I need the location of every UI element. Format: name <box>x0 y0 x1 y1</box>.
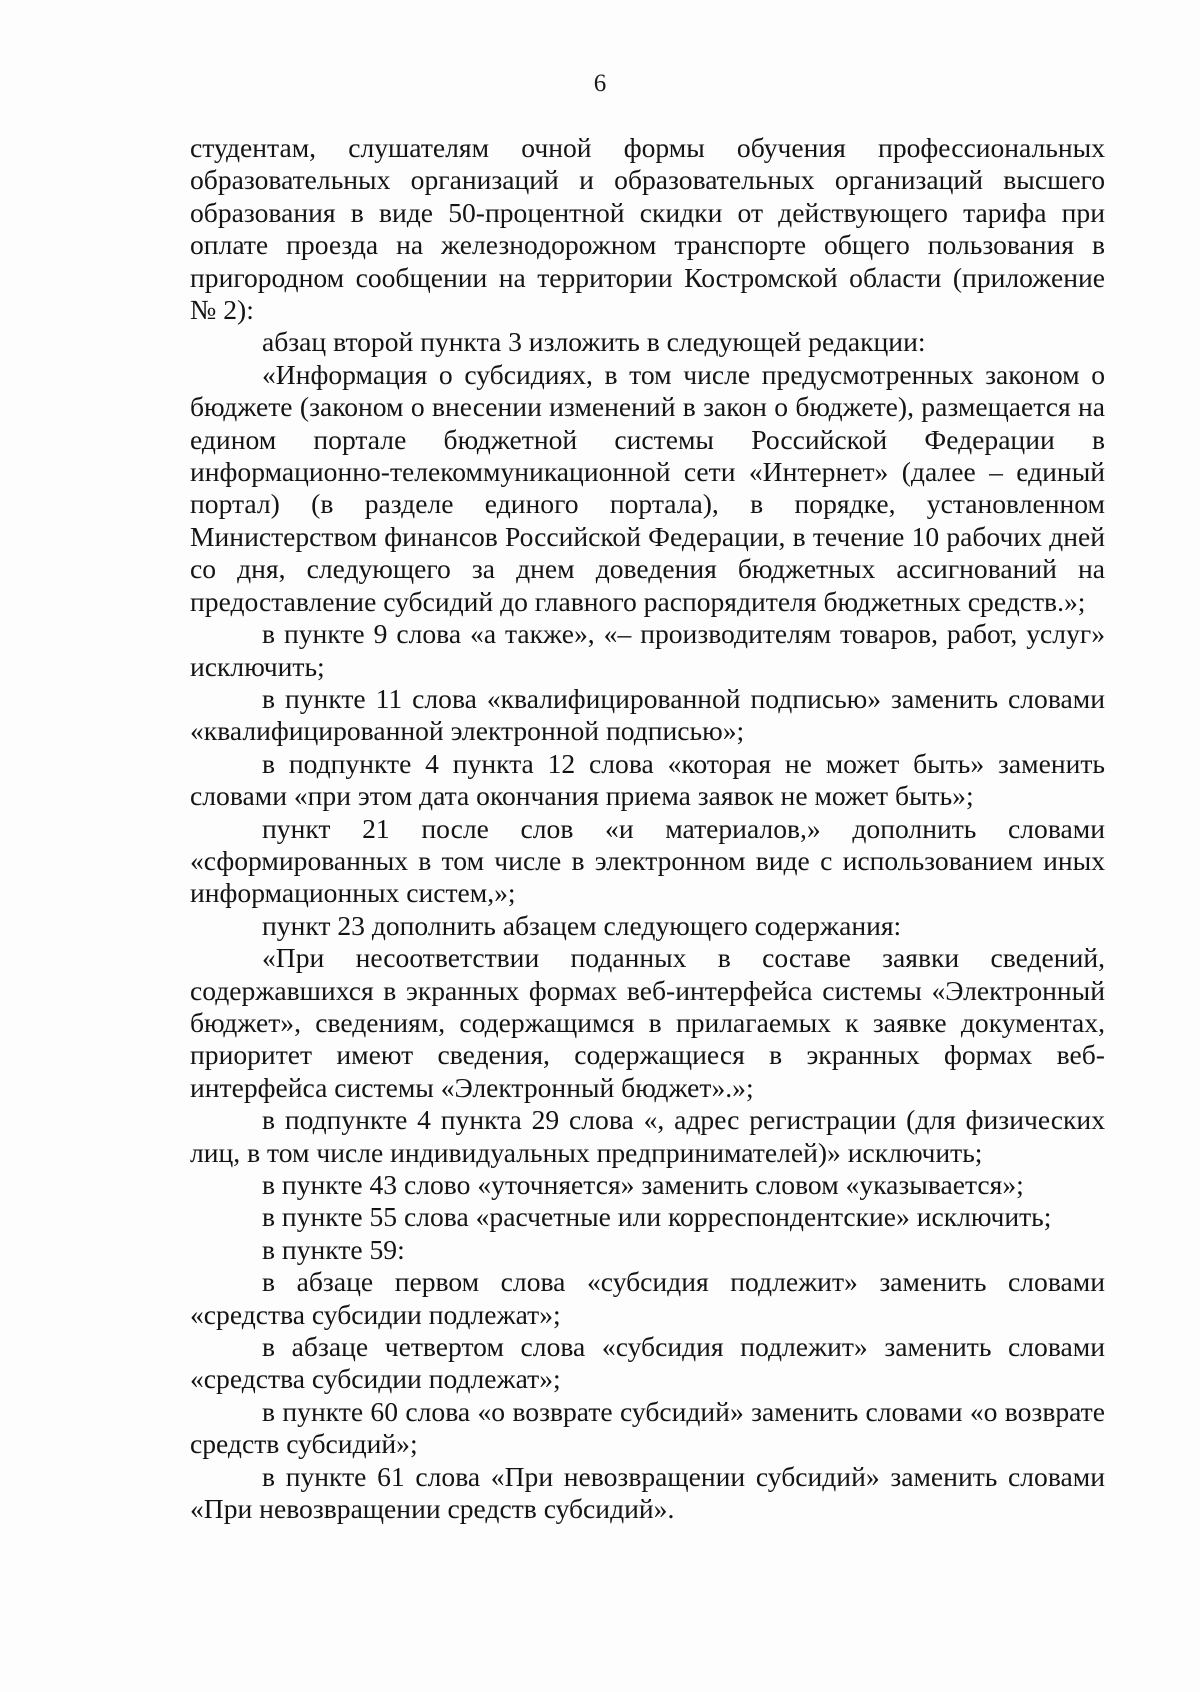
paragraph-quote-electronic-budget: «При несоответствии поданных в составе заявки сведений, содержавшихся в экранных формах веб-интерфейса системы «Электронный бюджет», сведениям, содержащимся в прилагаемых к заявке документах, приоритет имеют сведения, содержащиеся в экранных формах веб-интерфейса системы «Электронный бюджет».»; <box>190 942 1105 1103</box>
paragraph-quote-subsidy-info: «Информация о субсидиях, в том числе предусмотренных законом о бюджете (законом о внесении изменений в закон о бюджете), размещается на едином портале бюджетной системы Российской Федерации в информационно-телекоммуникационной сети «Интернет» (далее – единый портал) (в разделе единого портала), в порядке, установленном Министерством финансов Российской Федерации, в течение 10 рабочих дней со дня, следующего за днем доведения бюджетных ассигнований на предоставление субсидий до главного распорядителя бюджетных средств.»; <box>190 358 1105 617</box>
paragraph-item-61: в пункте 61 слова «При невозвращении субсидий» заменить словами «При невозвращении средств субсидий». <box>190 1460 1105 1525</box>
paragraph-item-9: в пункте 9 слова «а также», «– производителям товаров, работ, услуг» исключить; <box>190 618 1105 682</box>
paragraph-item-59-fourth: в абзаце четвертом слова «субсидия подлежит» заменить словами «средства субсидии подлежат»; <box>190 1331 1105 1395</box>
paragraph-continuation: студентам, слушателям очной формы обучения профессиональных образовательных организаций и образовательных организаций высшего образования в виде 50-процентной скидки от действующего тарифа при оплате проезда на железнодорожном транспорте общего пользования в пригородном сообщении на территории Костромской области (приложение № 2): <box>190 132 1105 326</box>
paragraph-item-29: в подпункте 4 пункта 29 слова «, адрес регистрации (для физических лиц, в том числе индивидуальных предпринимателей)» исключить; <box>190 1104 1105 1168</box>
paragraph-item-59: в пункте 59: <box>262 1233 405 1265</box>
paragraph-item-3: абзац второй пункта 3 изложить в следующей редакции: <box>262 326 926 358</box>
paragraph-item-55: в пункте 55 слова «расчетные или корреспондентские» исключить; <box>262 1201 1052 1233</box>
paragraph-item-21: пункт 21 после слов «и материалов,» дополнить словами «сформированных в том числе в электронном виде с использованием иных информационных систем,»; <box>190 812 1105 909</box>
paragraph-item-23: пункт 23 дополнить абзацем следующего содержания: <box>262 909 902 941</box>
paragraph-item-60: в пункте 60 слова «о возврате субсидий» заменить словами «о возврате средств субсидий»; <box>190 1395 1105 1460</box>
paragraph-item-43: в пункте 43 слово «уточняется» заменить словом «указывается»; <box>262 1169 1024 1200</box>
paragraph-item-12: в подпункте 4 пункта 12 слова «которая не может быть» заменить словами «при этом дата окончания приема заявок не может быть»; <box>190 747 1105 812</box>
page-number: 6 <box>593 70 607 97</box>
paragraph-item-11: в пункте 11 слова «квалифицированной подписью» заменить словами «квалифицированной электронной подписью»; <box>190 682 1105 747</box>
document-body <box>190 132 1105 1525</box>
paragraph-item-59-first: в абзаце первом слова «субсидия подлежит» заменить словами «средства субсидии подлежат»; <box>190 1266 1105 1330</box>
